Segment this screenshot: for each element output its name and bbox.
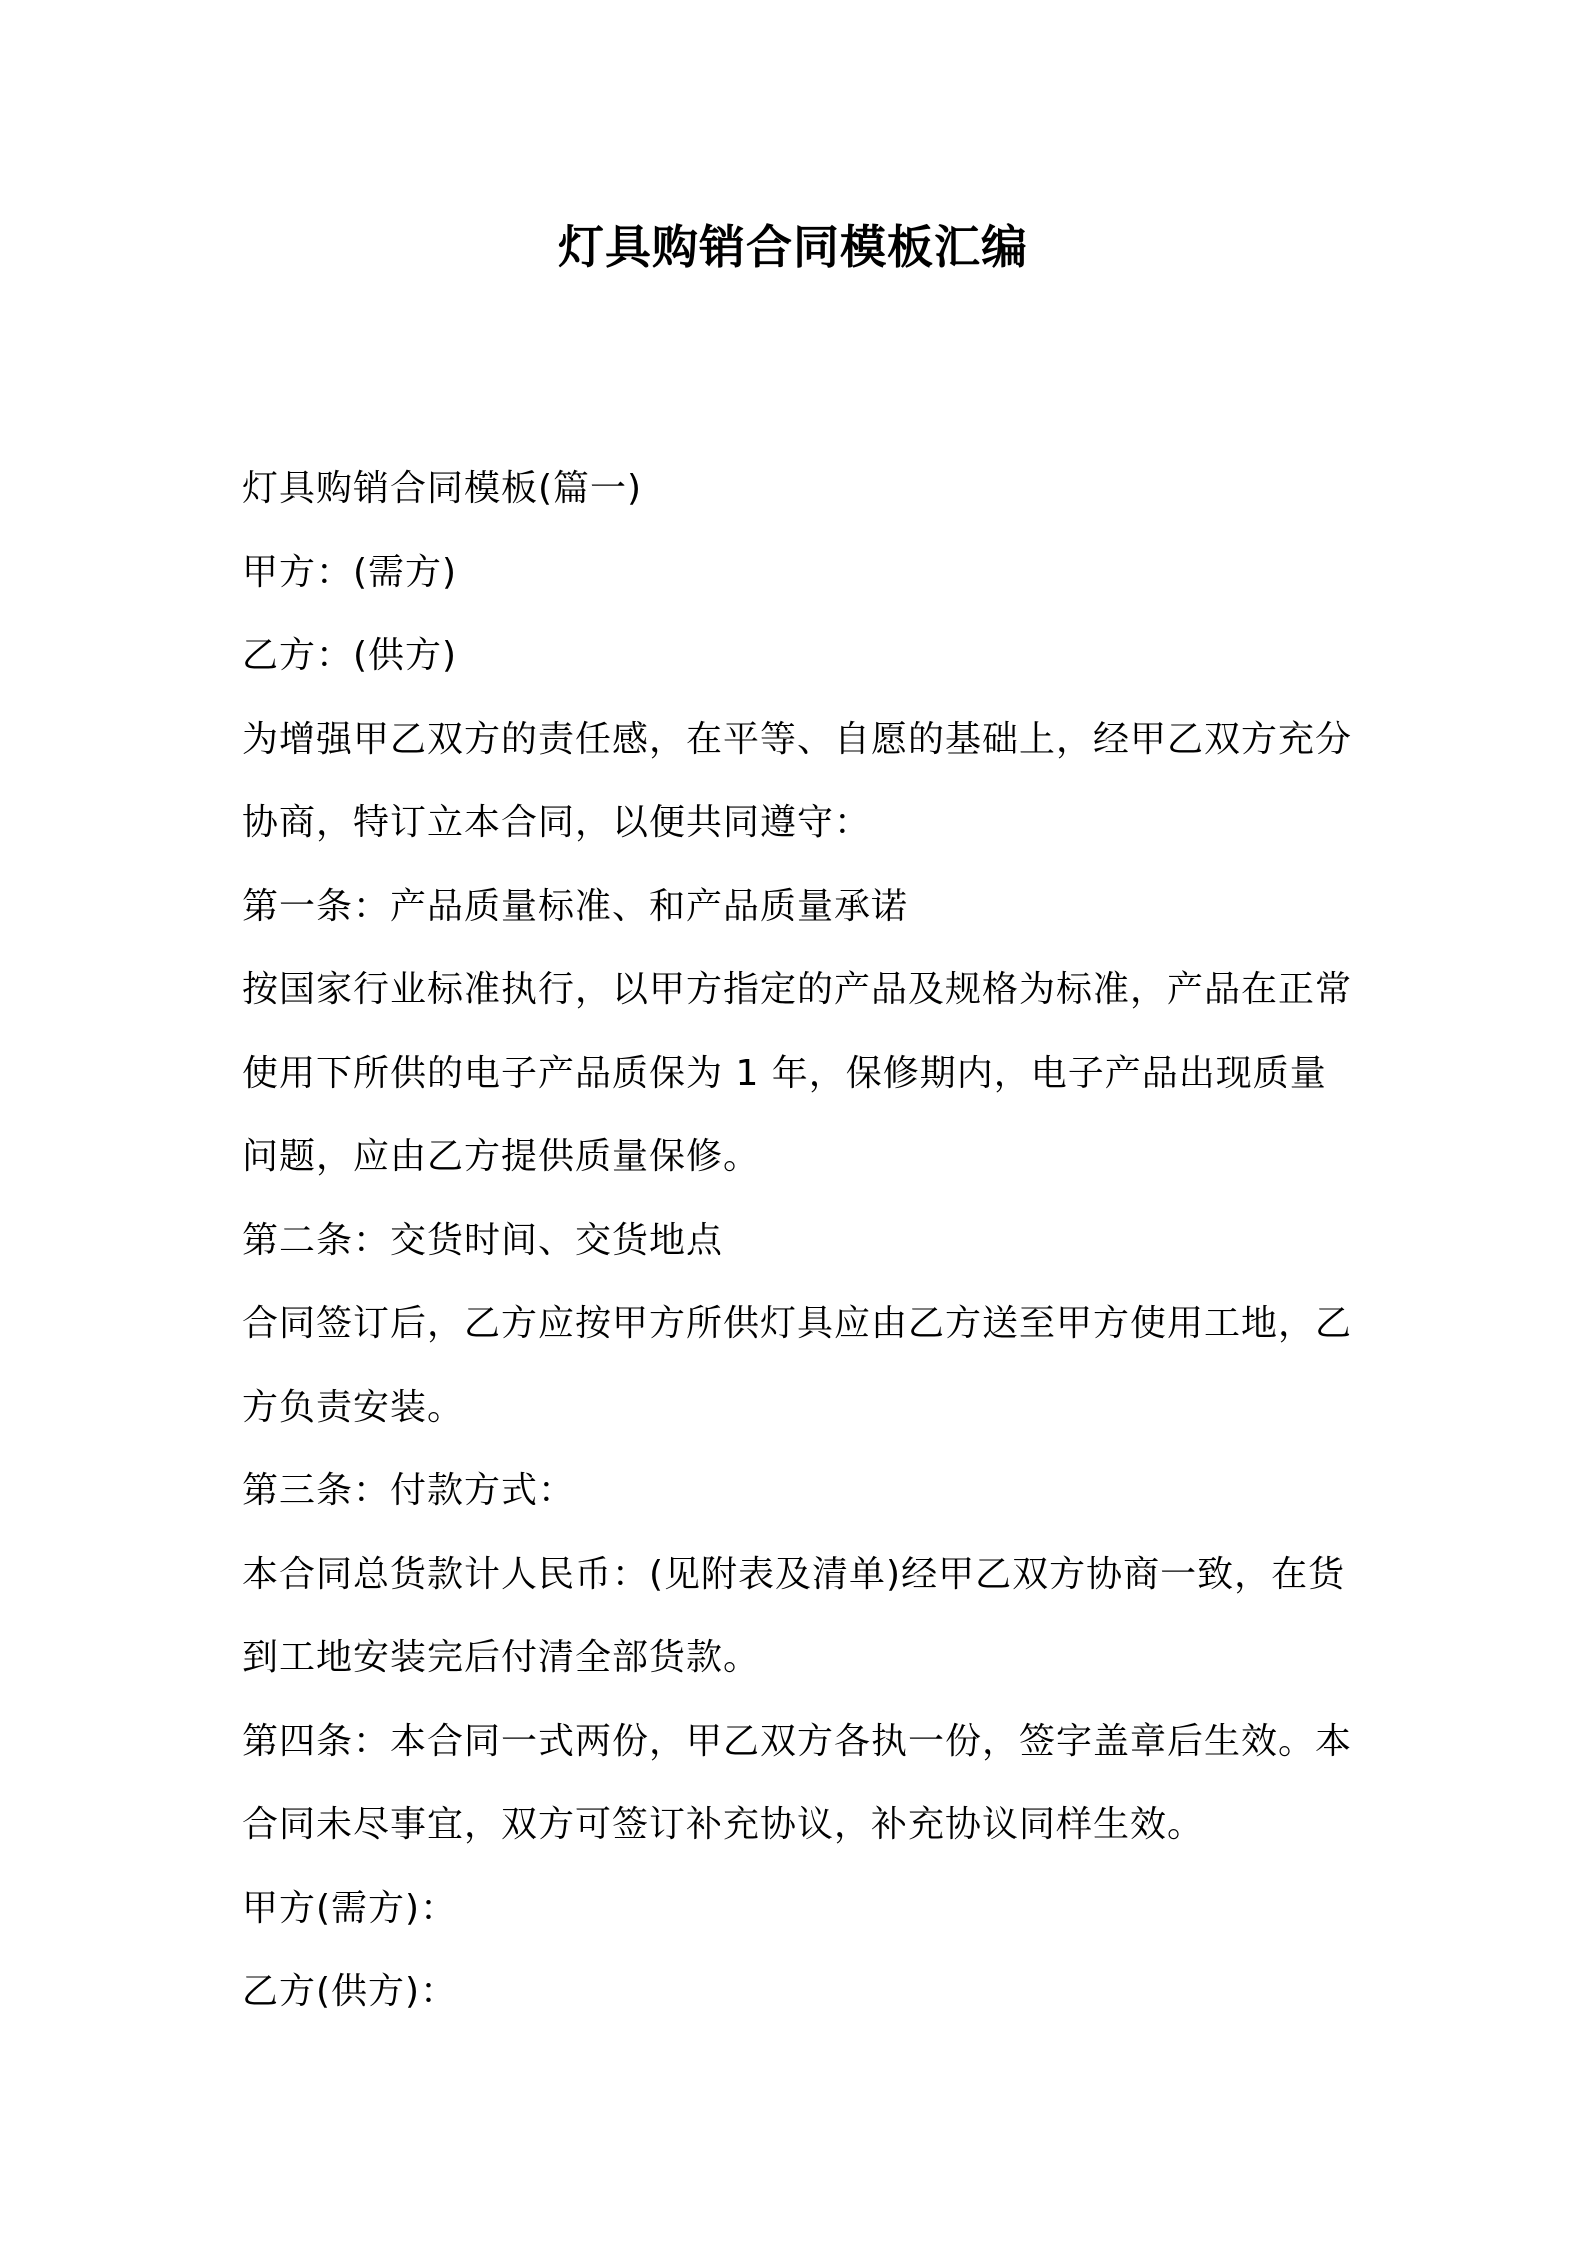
article-two-body: 合同签订后，乙方应按甲方所供灯具应由乙方送至甲方使用工地，乙方负责安装。 [242, 1303, 1353, 1428]
preamble-paragraph: 为增强甲乙双方的责任感，在平等、自愿的基础上，经甲乙双方充分协商，特订立本合同，以便共同遵守： [242, 718, 1353, 843]
party-b-line: 乙方：(供方) [242, 635, 458, 676]
document-body [242, 447, 1352, 2034]
party-a-signature-line: 甲方(需方)： [242, 1887, 458, 1929]
document-title: 灯具购销合同模板汇编 [558, 220, 1028, 274]
article-one-body: 按国家行业标准执行，以甲方指定的产品及规格为标准，产品在正常使用下所供的电子产品质保为 1 年，保修期内，电子产品出现质量问题，应由乙方提供质量保修。 [242, 969, 1353, 1177]
article-four-paragraph: 第四条：本合同一式两份，甲乙双方各执一份，签字盖章后生效。本合同未尽事宜，双方可签订补充协议，补充协议同样生效。 [242, 1720, 1353, 1845]
article-three-heading: 第三条：付款方式： [242, 1470, 576, 1511]
section-heading-part-one: 灯具购销合同模板(篇一) [242, 468, 643, 509]
article-one-heading: 第一条：产品质量标准、和产品质量承诺 [242, 885, 909, 927]
party-b-signature-line: 乙方(供方)： [242, 1971, 458, 2012]
article-three-body: 本合同总货款计人民币：(见附表及清单)经甲乙双方协商一致，在货到工地安装完后付清全部货款。 [242, 1553, 1346, 1678]
article-two-heading: 第二条：交货时间、交货地点 [242, 1219, 724, 1261]
party-a-line: 甲方：(需方) [242, 551, 458, 593]
